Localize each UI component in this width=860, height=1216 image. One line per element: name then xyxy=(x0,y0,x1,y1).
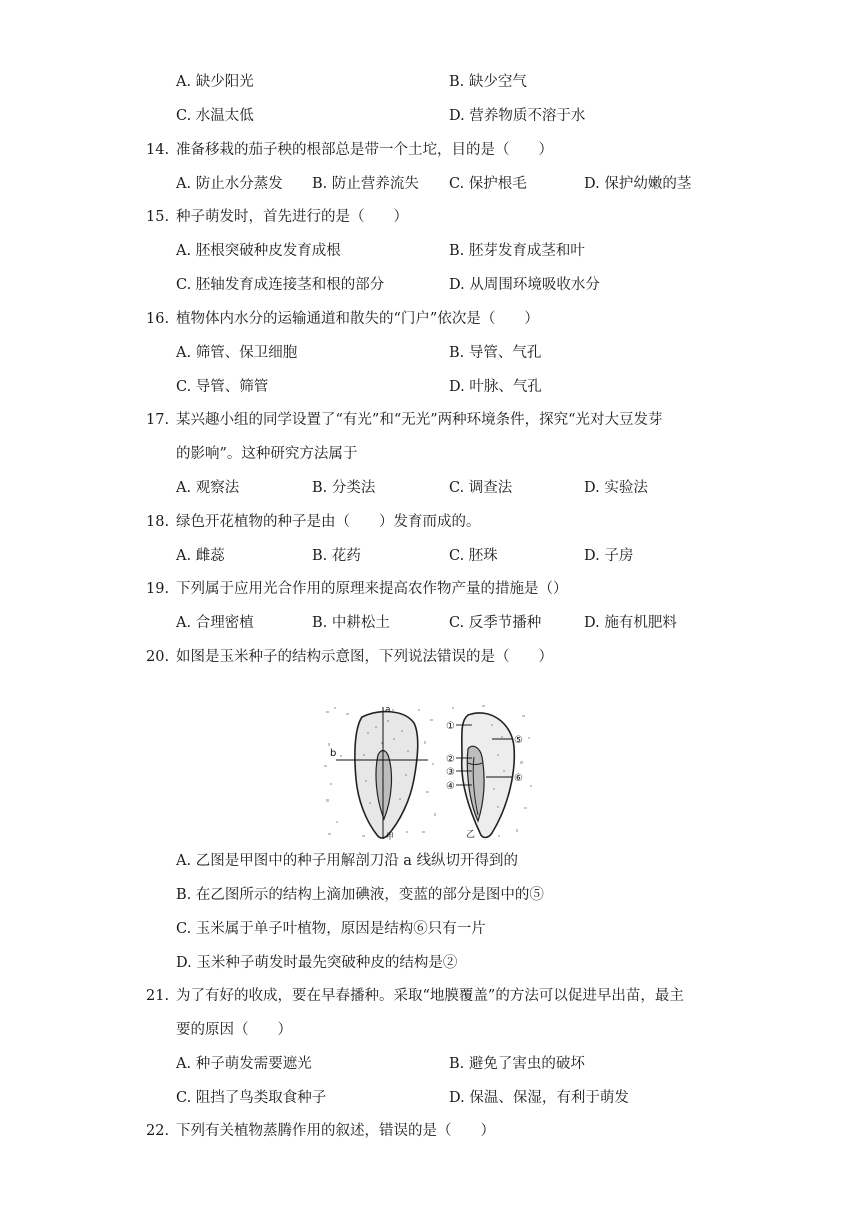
q20-option-b: B. 在乙图所示的结构上滴加碘液，变蓝的部分是图中的⑤ xyxy=(176,887,544,903)
svg-text:a: a xyxy=(385,705,391,715)
svg-text:②: ② xyxy=(446,754,455,765)
q17-option-a: A. 观察法 xyxy=(176,480,240,496)
q17-number: 17. xyxy=(146,412,170,428)
q13-option-b: B. 缺少空气 xyxy=(449,74,527,90)
q18-option-c: C. 胚珠 xyxy=(449,548,498,564)
q21-text-line1: 为了有好的收成，要在早春播种。采取“地膜覆盖”的方法可以促进早出苗，最主 xyxy=(176,988,684,1004)
q21-option-b: B. 避免了害虫的破坏 xyxy=(449,1056,585,1072)
q15-option-d: D. 从周围环境吸收水分 xyxy=(449,277,600,293)
svg-text:乙: 乙 xyxy=(466,830,476,840)
q16-option-c: C. 导管、筛管 xyxy=(176,379,269,395)
q19-option-b: B. 中耕松土 xyxy=(312,615,390,631)
q19-text: 下列属于应用光合作用的原理来提高农作物产量的措施是（） xyxy=(176,581,568,597)
svg-text:③: ③ xyxy=(446,767,455,778)
q15-option-c: C. 胚轴发育成连接茎和根的部分 xyxy=(176,277,385,293)
q21-option-a: A. 种子萌发需要遮光 xyxy=(176,1056,312,1072)
q17-text-line1: 某兴趣小组的同学设置了“有光”和“无光”两种环境条件，探究“光对大豆发芽 xyxy=(176,412,663,428)
q21-option-c: C. 阻挡了鸟类取食种子 xyxy=(176,1090,327,1106)
q21-number: 21. xyxy=(146,988,170,1004)
q17-text-line2: 的影响”。这种研究方法属于 xyxy=(176,446,358,462)
q19-number: 19. xyxy=(146,581,170,597)
q17-option-b: B. 分类法 xyxy=(312,480,376,496)
q13-option-d: D. 营养物质不溶于水 xyxy=(449,108,586,124)
q17-option-d: D. 实验法 xyxy=(584,480,648,496)
q22-text: 下列有关植物蒸腾作用的叙述，错误的是（ ） xyxy=(176,1123,495,1139)
q20-number: 20. xyxy=(146,649,170,665)
q13-option-c: C. 水温太低 xyxy=(176,108,254,124)
q19-option-c: C. 反季节播种 xyxy=(449,615,542,631)
q18-number: 18. xyxy=(146,514,170,530)
q19-option-a: A. 合理密植 xyxy=(176,615,254,631)
q22-number: 22. xyxy=(146,1123,170,1139)
q16-text: 植物体内水分的运输通道和散失的“门户”依次是（ ） xyxy=(176,311,539,327)
q15-text: 种子萌发时，首先进行的是（ ） xyxy=(176,209,408,225)
q14-text: 准备移栽的茄子秧的根部总是带一个土坨，目的是（ ） xyxy=(176,142,553,158)
q20-option-a: A. 乙图是甲图中的种子用解剖刀沿 a 线纵切开得到的 xyxy=(176,853,519,869)
q15-option-a: A. 胚根突破种皮发育成根 xyxy=(176,243,341,259)
q16-option-d: D. 叶脉、气孔 xyxy=(449,379,542,395)
svg-text:甲: 甲 xyxy=(386,832,394,841)
q15-option-b: B. 胚芽发育成茎和叶 xyxy=(449,243,585,259)
svg-text:⑤: ⑤ xyxy=(514,735,523,746)
q16-option-b: B. 导管、气孔 xyxy=(449,345,542,361)
q20-option-c: C. 玉米属于单子叶植物，原因是结构⑥只有一片 xyxy=(176,921,486,937)
q16-option-a: A. 筛管、保卫细胞 xyxy=(176,345,298,361)
q18-option-d: D. 子房 xyxy=(584,548,634,564)
q21-option-d: D. 保温、保湿，有利于萌发 xyxy=(449,1090,629,1106)
q15-number: 15. xyxy=(146,209,170,225)
q13-option-a: A. 缺少阳光 xyxy=(176,74,254,90)
q20-text: 如图是玉米种子的结构示意图，下列说法错误的是（ ） xyxy=(176,649,553,665)
svg-text:④: ④ xyxy=(446,781,455,792)
q18-option-a: A. 雌蕊 xyxy=(176,548,225,564)
q19-option-d: D. 施有机肥料 xyxy=(584,615,677,631)
q18-option-b: B. 花药 xyxy=(312,548,361,564)
q14-number: 14. xyxy=(146,142,170,158)
corn-seed-diagram xyxy=(322,703,536,843)
q14-option-a: A. 防止水分蒸发 xyxy=(176,176,283,192)
q14-option-d: D. 保护幼嫩的茎 xyxy=(584,176,692,192)
svg-text:b: b xyxy=(330,748,337,759)
q20-option-d: D. 玉米种子萌发时最先突破种皮的结构是② xyxy=(176,955,458,971)
svg-text:①: ① xyxy=(446,721,455,732)
q14-option-b: B. 防止营养流失 xyxy=(312,176,419,192)
q18-text: 绿色开花植物的种子是由（ ）发育而成的。 xyxy=(176,514,481,530)
q21-text-line2: 要的原因（ ） xyxy=(176,1022,292,1038)
svg-text:⑥: ⑥ xyxy=(514,773,523,784)
q14-option-c: C. 保护根毛 xyxy=(449,176,527,192)
q17-option-c: C. 调查法 xyxy=(449,480,513,496)
q16-number: 16. xyxy=(146,311,170,327)
